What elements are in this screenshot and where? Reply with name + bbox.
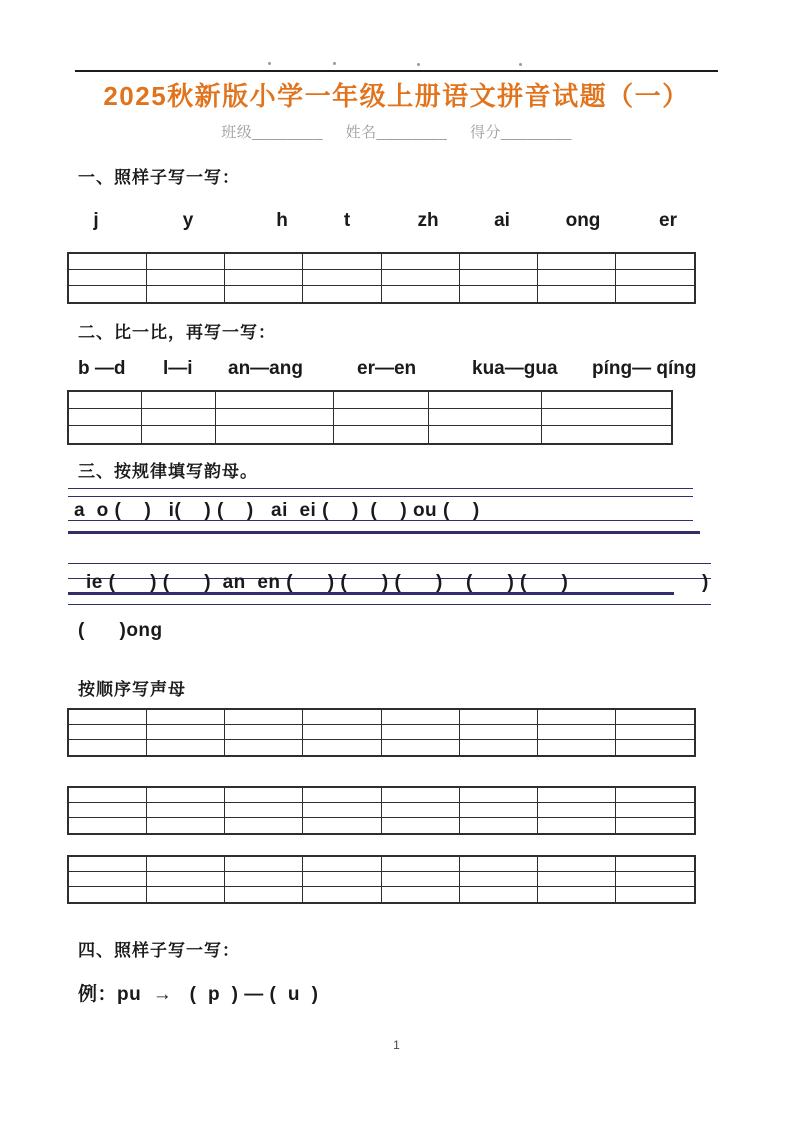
table-cell bbox=[303, 270, 381, 286]
letter-item: y bbox=[182, 210, 194, 231]
table-cell bbox=[616, 254, 694, 270]
table-cell bbox=[616, 270, 694, 286]
table-cell bbox=[538, 788, 616, 803]
section3-heading: 三、按规律填写韵母。 bbox=[78, 462, 258, 481]
vowel-fill-line-2: ie ( ) ( ) an en ( ) ( ) ( ) ( ) ( ) bbox=[86, 572, 569, 593]
table-cell bbox=[460, 872, 538, 887]
vowel-fill-line-1: a o ( ) i( ) ( ) ai ei ( ) ( ) ou ( ) bbox=[74, 500, 480, 521]
table-cell bbox=[429, 409, 542, 426]
vowel-fill-line-2-tail: ) bbox=[702, 572, 709, 593]
table-cell bbox=[303, 740, 381, 755]
table-cell bbox=[147, 710, 225, 725]
table-cell bbox=[538, 740, 616, 755]
letter-item: er bbox=[659, 210, 677, 231]
table-cell bbox=[216, 426, 334, 443]
initials-table-3 bbox=[67, 855, 696, 904]
page-title: 2025秋新版小学一年级上册语文拼音试题（一） bbox=[103, 81, 690, 111]
table-cell bbox=[225, 788, 303, 803]
table-cell bbox=[147, 887, 225, 902]
table-cell bbox=[216, 409, 334, 426]
table-cell bbox=[69, 409, 142, 426]
table-cell bbox=[303, 725, 381, 740]
table-cell bbox=[69, 270, 147, 286]
field-class: 班级________ bbox=[221, 124, 323, 141]
table-cell bbox=[142, 426, 216, 443]
section2-table bbox=[67, 390, 673, 445]
table-cell bbox=[460, 818, 538, 833]
table-cell bbox=[616, 857, 694, 872]
ruled-line bbox=[68, 488, 693, 489]
table-cell bbox=[460, 270, 538, 286]
table-cell bbox=[142, 392, 216, 409]
pair-item: kua—gua bbox=[472, 358, 558, 379]
table-cell bbox=[69, 818, 147, 833]
table-cell bbox=[147, 857, 225, 872]
table-cell bbox=[147, 254, 225, 270]
table-cell bbox=[542, 409, 671, 426]
table-cell bbox=[225, 803, 303, 818]
table-cell bbox=[616, 710, 694, 725]
letter-item: j bbox=[93, 210, 99, 231]
scan-speck bbox=[333, 62, 336, 65]
table-cell bbox=[538, 803, 616, 818]
ruled-line bbox=[68, 563, 711, 564]
table-cell bbox=[460, 286, 538, 302]
table-cell bbox=[429, 392, 542, 409]
table-cell bbox=[69, 286, 147, 302]
table-cell bbox=[225, 270, 303, 286]
table-cell bbox=[542, 426, 671, 443]
table-cell bbox=[334, 426, 429, 443]
table-cell bbox=[616, 725, 694, 740]
initials-table-1 bbox=[67, 708, 696, 757]
section1-heading: 一、照样子写一写： bbox=[78, 168, 240, 187]
table-cell bbox=[460, 857, 538, 872]
table-cell bbox=[69, 392, 142, 409]
table-cell bbox=[542, 392, 671, 409]
table-cell bbox=[382, 740, 460, 755]
table-cell bbox=[460, 710, 538, 725]
table-cell bbox=[616, 740, 694, 755]
table-cell bbox=[225, 254, 303, 270]
field-score: 得分________ bbox=[470, 124, 572, 141]
table-cell bbox=[460, 725, 538, 740]
table-cell bbox=[616, 818, 694, 833]
table-cell bbox=[382, 788, 460, 803]
table-cell bbox=[69, 872, 147, 887]
table-cell bbox=[69, 254, 147, 270]
table-cell bbox=[460, 887, 538, 902]
ruled-line bbox=[68, 604, 711, 605]
table-cell bbox=[216, 392, 334, 409]
scan-speck bbox=[519, 63, 522, 66]
table-cell bbox=[303, 887, 381, 902]
table-cell bbox=[69, 725, 147, 740]
table-cell bbox=[538, 857, 616, 872]
table-cell bbox=[303, 286, 381, 302]
table-cell bbox=[225, 740, 303, 755]
table-cell bbox=[303, 857, 381, 872]
table-cell bbox=[382, 872, 460, 887]
table-cell bbox=[382, 803, 460, 818]
ruled-line bbox=[68, 496, 693, 497]
section2-heading: 二、比一比，再写一写： bbox=[78, 323, 276, 342]
table-cell bbox=[538, 286, 616, 302]
header-fields bbox=[0, 121, 793, 142]
table-cell bbox=[616, 887, 694, 902]
table-cell bbox=[538, 725, 616, 740]
table-cell bbox=[69, 857, 147, 872]
table-cell bbox=[69, 803, 147, 818]
table-cell bbox=[303, 788, 381, 803]
table-cell bbox=[303, 254, 381, 270]
table-cell bbox=[538, 818, 616, 833]
letter-item: zh bbox=[417, 210, 439, 231]
table-cell bbox=[382, 818, 460, 833]
table-cell bbox=[225, 818, 303, 833]
table-cell bbox=[382, 857, 460, 872]
table-cell bbox=[147, 740, 225, 755]
table-cell bbox=[382, 710, 460, 725]
scan-speck bbox=[268, 62, 271, 65]
table-cell bbox=[147, 788, 225, 803]
table-cell bbox=[69, 710, 147, 725]
table-cell bbox=[142, 409, 216, 426]
letter-item: ong bbox=[565, 210, 601, 231]
ruled-line-thick bbox=[68, 531, 700, 534]
table-cell bbox=[303, 803, 381, 818]
table-cell bbox=[225, 710, 303, 725]
table-cell bbox=[147, 803, 225, 818]
table-cell bbox=[460, 740, 538, 755]
table-cell bbox=[616, 803, 694, 818]
table-cell bbox=[538, 872, 616, 887]
table-cell bbox=[147, 725, 225, 740]
table-cell bbox=[616, 788, 694, 803]
table-cell bbox=[225, 286, 303, 302]
table-cell bbox=[69, 788, 147, 803]
pair-item: er—en bbox=[357, 358, 417, 379]
letter-item: ai bbox=[494, 210, 510, 231]
ong-blank-item: ( )ong bbox=[78, 620, 163, 641]
pair-item: píng— qíng bbox=[592, 358, 697, 379]
table-cell bbox=[147, 818, 225, 833]
table-cell bbox=[69, 426, 142, 443]
table-cell bbox=[382, 254, 460, 270]
table-cell bbox=[616, 872, 694, 887]
table-cell bbox=[69, 887, 147, 902]
table-cell bbox=[225, 872, 303, 887]
letter-item: h bbox=[276, 210, 288, 231]
table-cell bbox=[147, 270, 225, 286]
pair-item: an—ang bbox=[228, 358, 303, 379]
table-cell bbox=[460, 254, 538, 270]
table-cell bbox=[538, 254, 616, 270]
section4-example: 例：pu → ( p ) — ( u ) bbox=[78, 984, 319, 1005]
table-cell bbox=[460, 803, 538, 818]
initials-table-2 bbox=[67, 786, 696, 835]
table-cell bbox=[225, 725, 303, 740]
header-rule bbox=[75, 70, 718, 72]
section4-heading: 四、照样子写一写： bbox=[78, 941, 240, 960]
table-cell bbox=[147, 286, 225, 302]
field-name: 姓名________ bbox=[345, 124, 448, 141]
table-cell bbox=[382, 887, 460, 902]
table-cell bbox=[382, 286, 460, 302]
table-cell bbox=[538, 887, 616, 902]
pair-item: l—i bbox=[163, 358, 193, 379]
table-cell bbox=[225, 857, 303, 872]
scan-speck bbox=[417, 63, 420, 66]
section3-subheading: 按顺序写声母 bbox=[78, 680, 186, 699]
table-cell bbox=[69, 740, 147, 755]
pair-item: b —d bbox=[78, 358, 126, 379]
table-cell bbox=[303, 818, 381, 833]
table-cell bbox=[334, 409, 429, 426]
table-cell bbox=[225, 887, 303, 902]
table-cell bbox=[303, 872, 381, 887]
table-cell bbox=[334, 392, 429, 409]
section1-table bbox=[67, 252, 696, 304]
table-cell bbox=[382, 270, 460, 286]
table-cell bbox=[303, 710, 381, 725]
table-cell bbox=[147, 872, 225, 887]
page-number: 1 bbox=[393, 1038, 400, 1052]
table-cell bbox=[382, 725, 460, 740]
table-cell bbox=[538, 710, 616, 725]
table-cell bbox=[538, 270, 616, 286]
table-cell bbox=[429, 426, 542, 443]
table-cell bbox=[616, 286, 694, 302]
table-cell bbox=[460, 788, 538, 803]
letter-item: t bbox=[343, 210, 351, 231]
